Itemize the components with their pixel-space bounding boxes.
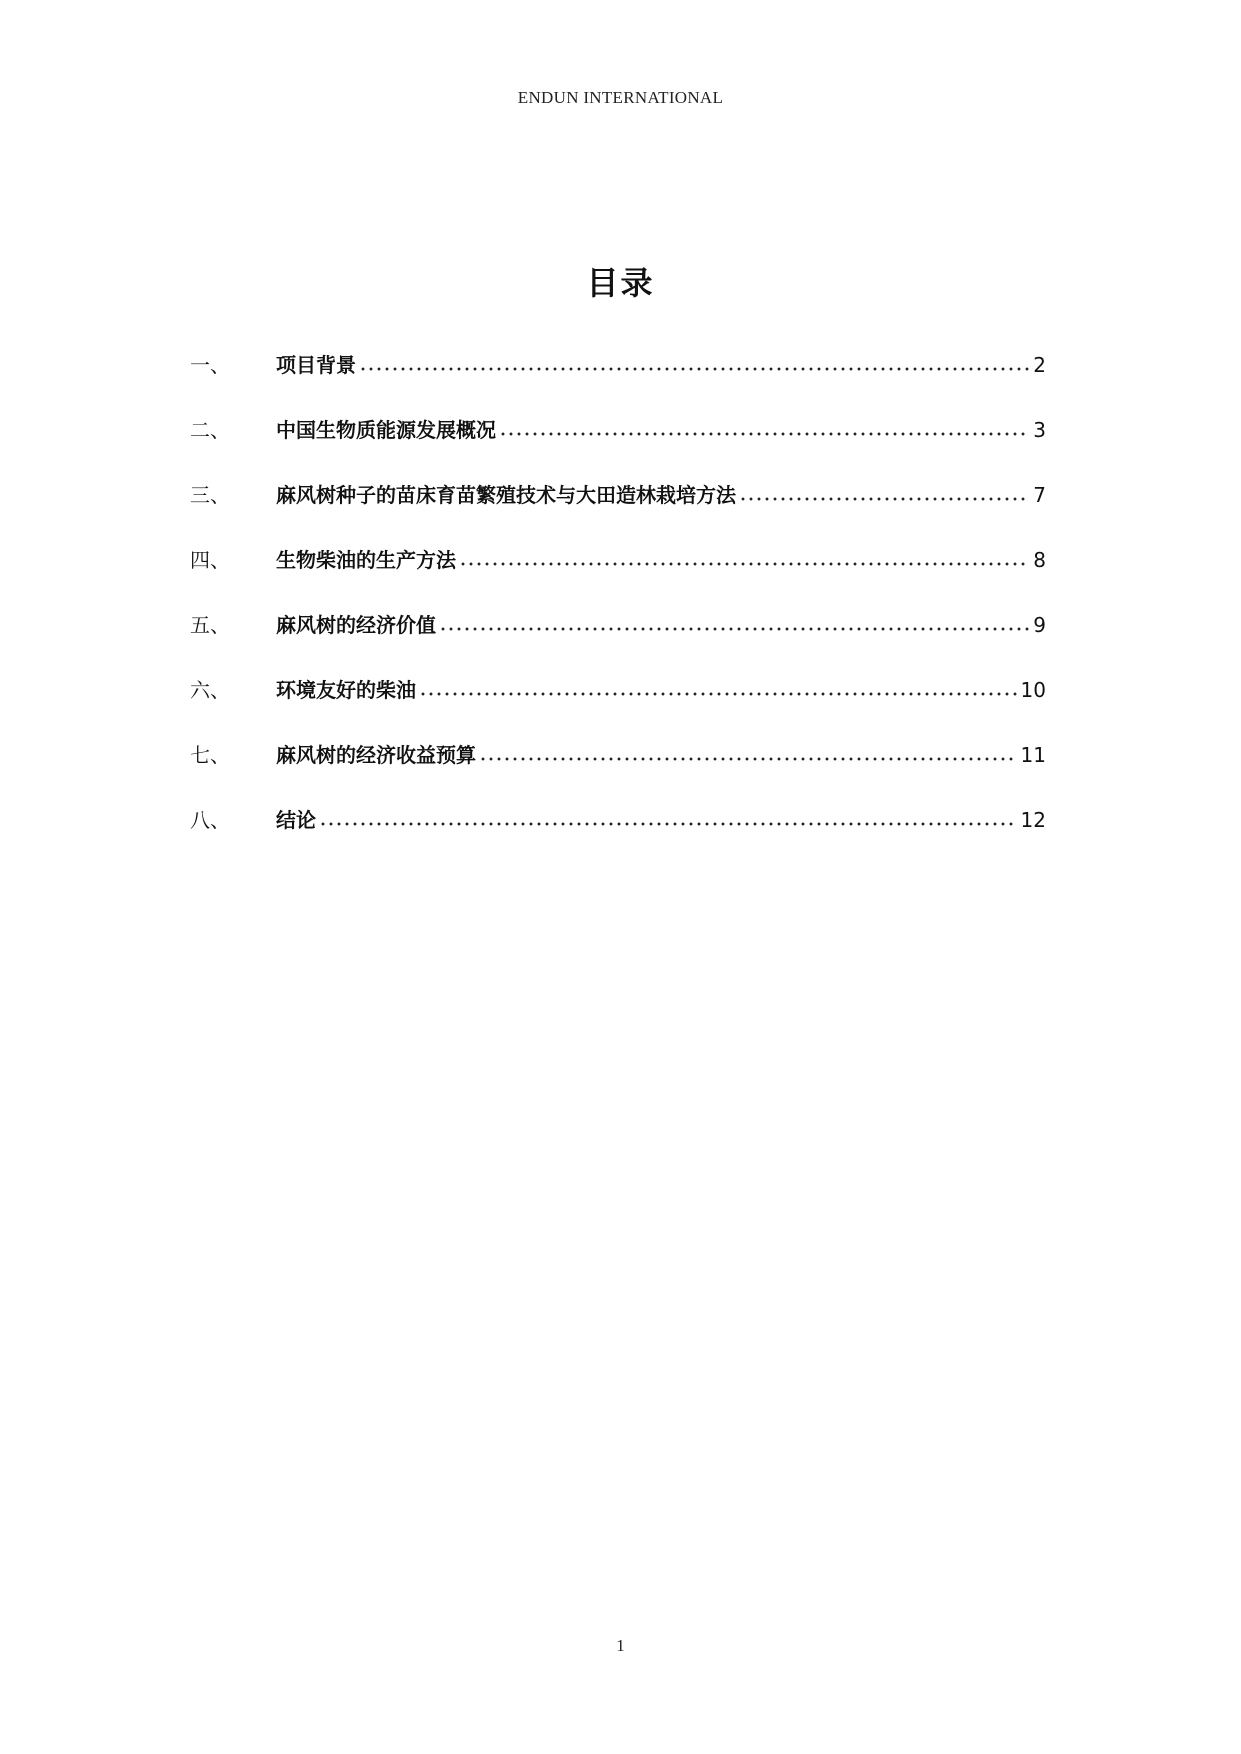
toc-entry-page: 9 [1033,613,1046,637]
toc-entry-number: 七、 [190,743,230,767]
toc-entry-number: 六、 [190,678,230,702]
toc-entry-title: 生物柴油的生产方法 [276,548,456,572]
toc-dot-leader [479,736,1017,762]
toc-entry-number: 三、 [190,483,230,507]
toc-entry-title: 环境友好的柴油 [276,678,416,702]
toc-entry-title: 麻风树的经济收益预算 [276,743,476,767]
toc-entry-8[interactable] [190,801,1046,866]
toc-entry-page: 10 [1020,678,1046,702]
toc-entry-page: 11 [1020,743,1046,767]
toc-entry-number: 五、 [190,613,230,637]
toc-entry-title: 中国生物质能源发展概况 [276,418,496,442]
toc-entry-number: 四、 [190,548,230,572]
toc-entry-title: 麻风树的经济价值 [276,613,436,637]
toc-entry-page: 12 [1020,808,1046,832]
toc-entry-4[interactable] [190,541,1046,606]
toc-entry-number: 一、 [190,353,230,377]
toc-entry-3[interactable] [190,476,1046,541]
toc-dot-leader [419,671,1017,697]
toc-dot-leader [459,541,1029,567]
toc-title: 目录 [586,264,655,302]
toc-entry-page: 7 [1033,483,1046,507]
page-number: 1 [616,1636,625,1655]
table-of-contents [190,346,1046,866]
toc-dot-leader [359,346,1029,372]
toc-entry-title: 麻风树种子的苗床育苗繁殖技术与大田造林栽培方法 [276,483,736,507]
toc-dot-leader [499,411,1029,437]
toc-dot-leader [739,476,1029,502]
toc-entry-number: 八、 [190,808,230,832]
toc-entry-page: 8 [1033,548,1046,572]
toc-entry-page: 2 [1033,353,1046,377]
toc-entry-7[interactable] [190,736,1046,801]
toc-entry-5[interactable] [190,606,1046,671]
page-header: ENDUN INTERNATIONAL [517,88,724,107]
toc-entry-number: 二、 [190,418,230,442]
toc-entry-6[interactable] [190,671,1046,736]
toc-entry-title: 项目背景 [276,353,356,377]
toc-entry-title: 结论 [276,808,316,832]
toc-dot-leader [319,801,1017,827]
toc-entry-2[interactable] [190,411,1046,476]
toc-dot-leader [439,606,1029,632]
toc-entry-page: 3 [1033,418,1046,442]
toc-entry-1[interactable] [190,346,1046,411]
